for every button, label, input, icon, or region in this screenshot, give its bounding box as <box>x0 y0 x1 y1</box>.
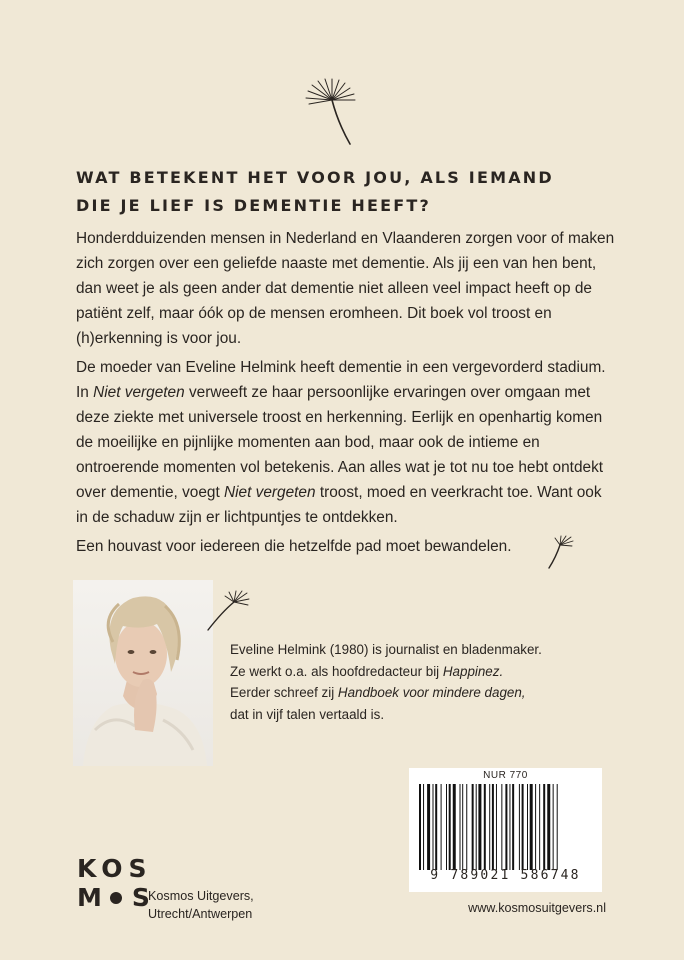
barcode-bars <box>419 784 592 870</box>
closing-line: Een houvast voor iedereen die hetzelfde pad moet bewandelen. <box>76 538 512 555</box>
nur-code: NUR 770 <box>483 770 528 781</box>
previous-book-title: Handboek voor mindere dagen, <box>337 685 526 700</box>
publisher-website: www.kosmosuitgevers.nl <box>468 901 606 915</box>
dandelion-seed-icon <box>540 535 574 571</box>
dandelion-seed-icon <box>200 590 250 632</box>
publisher-info <box>148 887 254 923</box>
headline-line-1: WAT BETEKENT HET VOOR JOU, ALS IEMAND <box>76 168 554 187</box>
dandelion-seed-icon <box>300 78 360 148</box>
author-bio: Eveline Helmink (1980) is journalist en bladenmaker. Ze werkt o.a. als hoofdredacteur bij Happinez. Eerder schreef zij Handboek voor mindere dagen, dat in vijf talen vertaald is. <box>230 642 542 722</box>
publisher-city: Utrecht/Antwerpen <box>148 907 253 921</box>
magazine-title: Happinez. <box>442 663 504 679</box>
book-title: Niet vergeten <box>93 384 185 401</box>
book-title: Niet vergeten <box>224 484 316 501</box>
back-cover-headline <box>76 164 616 220</box>
description-paragraph: De moeder van Eveline Helmink heeft dementie in een vergevorderd stadium. In Niet vergeten verweeft ze haar persoonlijke ervaringen over omgaan met deze ziekte met universele troost en herkenning. Eerlijk en openhartig komen de moeilijke en pijnlijke momenten aan bod, maar ook de intieme en ontroerende momenten vol betekenis. Aan alles wat je tot nu toe hebt ontdekt over dementie, voegt Niet vergeten troost, moed en veerkracht toe. Want ook in de schaduw zijn er lichtpuntjes te ontdekken. <box>76 359 606 526</box>
publisher-name: Kosmos Uitgevers, <box>148 889 254 903</box>
intro-paragraph: Honderdduizenden mensen in Nederland en Vlaanderen zorgen voor of maken zich zorgen over een geliefde naaste met dementie. Als jij een van hen bent, dan weet je als geen ander dat dementie niet alleen veel impact heeft op de patiënt zelf, maar óók op de mensen eromheen. Dit boek vol troost en (h)erkenning is voor jou. <box>76 230 615 347</box>
headline-line-2: DIE JE LIEF IS DEMENTIE HEEFT? <box>76 196 432 215</box>
kosmos-logo: KOS M S <box>77 854 156 912</box>
isbn-barcode <box>409 768 602 892</box>
logo-dot-icon <box>110 892 122 904</box>
author-photo <box>73 580 213 766</box>
isbn-digits: 9 789021 586748 <box>430 868 581 883</box>
